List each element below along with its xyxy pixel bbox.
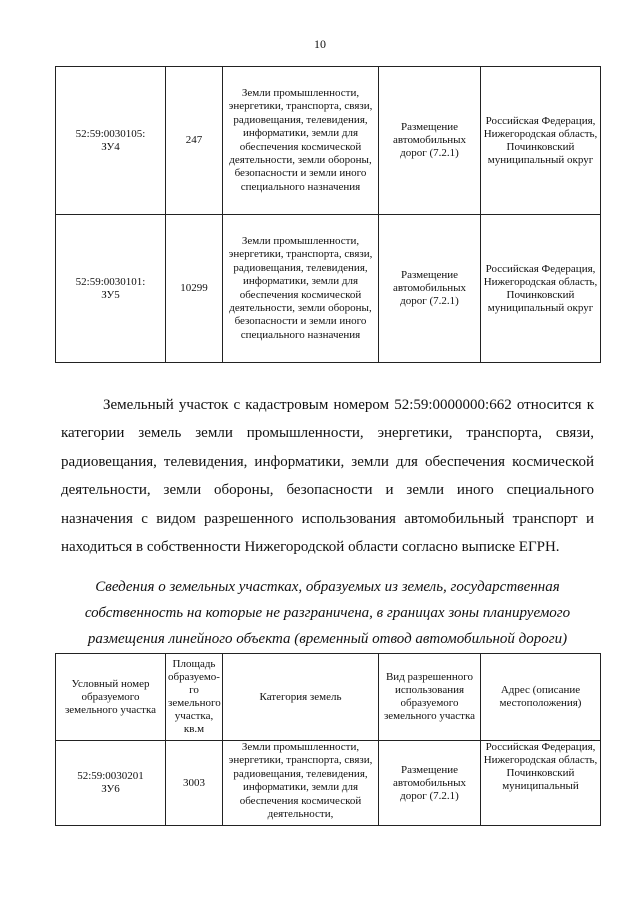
address-cell: Российская Федерация, Нижегородская область, Починковский муниципальный округ [481, 67, 601, 215]
cadastral-number-cell: 52:59:0030101: ЗУ5 [56, 215, 166, 363]
section-title: Сведения о земельных участках, образуемых из земель, государственная собственность на которые не разграничена, в границах зоны планируемого размещения линейного объекта (временный отвод автомобильной дороги) [84, 579, 571, 647]
cell-content: Размещение автомобильных дорог (7.2.1) [393, 763, 466, 802]
header-address: Адрес (описание местоположения) [481, 654, 601, 741]
header-land-category: Категория земель [223, 654, 379, 741]
address-cell: Российская Федерация, Нижегородская область, Починковский муниципальный округ [481, 215, 601, 363]
address-cell [481, 741, 601, 826]
land-plots-table [55, 653, 601, 826]
cell-content: 3003 [183, 776, 205, 789]
header-area: Площадь образуемо-го земельного участка, кв.м [166, 654, 223, 741]
permitted-use-cell: Размещение автомобильных дорог (7.2.1) [379, 67, 481, 215]
area-cell [166, 741, 223, 826]
page-number: 10 [314, 37, 326, 51]
cell-content: Российская Федерация, Нижегородская область, Починковский муниципальный [483, 741, 598, 792]
cadastral-number-cell [56, 741, 166, 826]
land-category-cell: Земли промышленности, энергетики, транспорта, связи, радиовещания, телевидения, информатики, земли для обеспечения космической деятельности, земли обороны, безопасности и земли иного специального назначения [223, 67, 379, 215]
land-category-cell [223, 741, 379, 826]
permitted-use-cell [379, 741, 481, 826]
table-row [56, 67, 601, 215]
table-header-row [56, 654, 601, 741]
table-row [56, 215, 601, 363]
permitted-use-cell: Размещение автомобильных дорог (7.2.1) [379, 215, 481, 363]
body-paragraph: Земельный участок с кадастровым номером 52:59:0000000:662 относится к категории земель земли промышленности, энергетики, транспорта, связи, радиовещания, телевидения, информатики, земли для обеспечения космической деятельности, земли обороны, безопасности и земли иного специального назначения с видом разрешенного использования автомобильный транспорт и находиться в собственности Нижегородской области согласно выписке ЕГРН. [61, 397, 594, 556]
cell-content: Земли промышленности, энергетики, транспорта, связи, радиовещания, телевидения, информатики, земли для обеспечения космической деятельности, [228, 741, 373, 821]
cadastral-number-cell: 52:59:0030105: ЗУ4 [56, 67, 166, 215]
land-plots-table-continued [55, 66, 601, 363]
header-conditional-number: Условный номер образуемого земельного участка [56, 654, 166, 741]
cell-content: 52:59:0030201 ЗУ6 [77, 770, 144, 795]
land-category-cell: Земли промышленности, энергетики, транспорта, связи, радиовещания, телевидения, информатики, земли для обеспечения космической деятельности, земли обороны, безопасности и земли иного специального назначения [223, 215, 379, 363]
area-cell: 10299 [166, 215, 223, 363]
table-row [56, 741, 601, 826]
area-cell: 247 [166, 67, 223, 215]
header-permitted-use: Вид разрешенного использования образуемого земельного участка [379, 654, 481, 741]
